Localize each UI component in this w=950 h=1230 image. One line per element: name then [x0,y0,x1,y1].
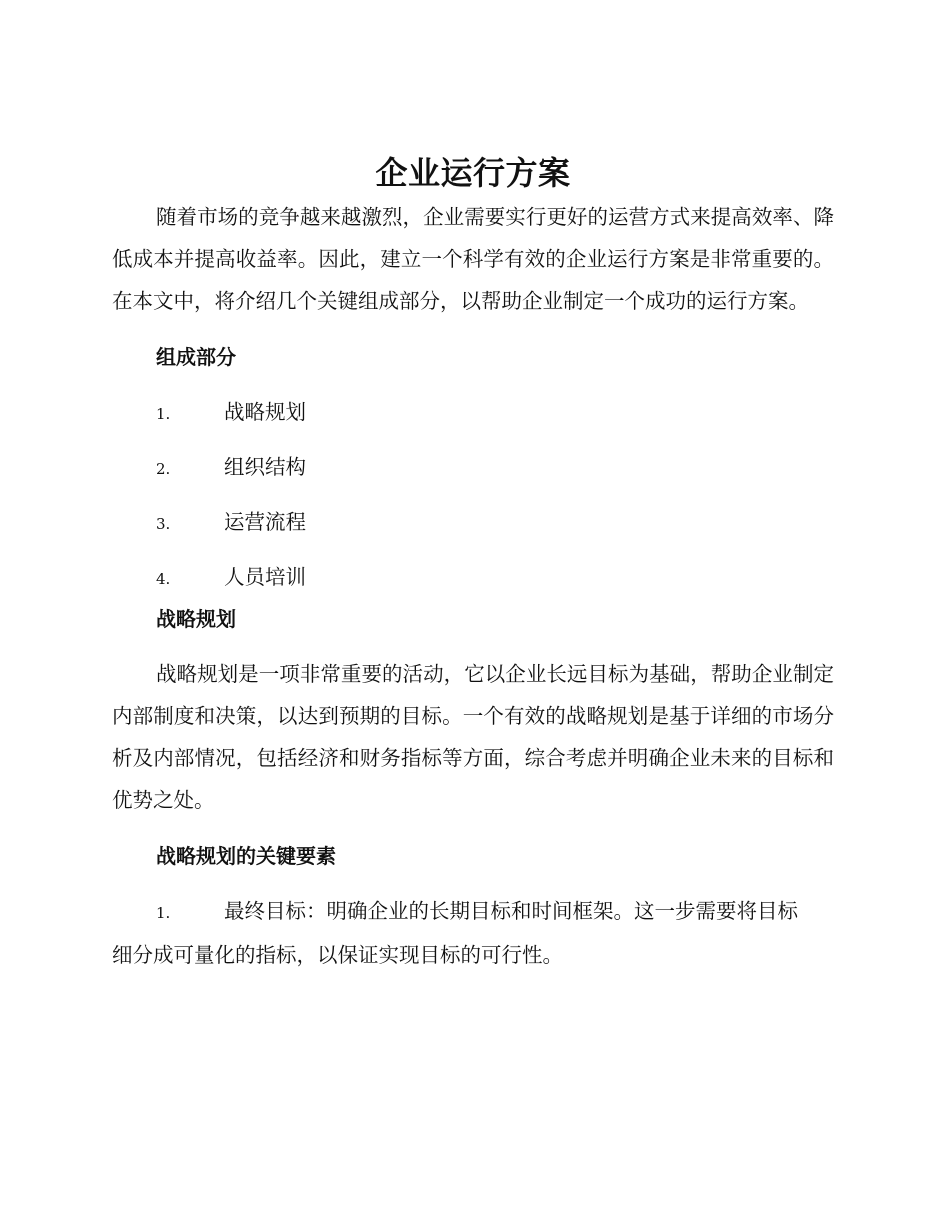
list-item-number: 2. [156,460,171,478]
list-item-text: 运营流程 [224,510,306,534]
list-item-number: 1. [156,904,171,922]
list-item-text: 人员培训 [224,565,306,589]
list-item-text: 组织结构 [224,455,306,479]
intro-paragraph: 随着市场的竞争越来越激烈，企业需要实行更好的运营方式来提高效率、降低成本并提高收益率。因此，建立一个科学有效的企业运行方案是非常重要的。在本文中，将介绍几个关键组成部分，以帮助企业制定一个成功的运行方案。 [112,205,834,313]
strategy-heading: 战略规划 [156,607,236,631]
list-item-text-line1: 最终目标：明确企业的长期目标和时间框架。这一步需要将目标 [224,899,798,923]
strategy-paragraph: 战略规划是一项非常重要的活动，它以企业长远目标为基础，帮助企业制定内部制度和决策，以达到预期的目标。一个有效的战略规划是基于详细的市场分析及内部情况，包括经济和财务指标等方面，综合考虑并明确企业未来的目标和优势之处。 [112,662,834,812]
components-heading: 组成部分 [156,345,236,369]
key-elements-heading: 战略规划的关键要素 [156,844,336,868]
list-item [112,501,834,556]
key-elements-list [112,890,834,976]
document-title: 企业运行方案 [375,154,571,192]
list-item-text: 战略规划 [224,400,306,424]
list-item-number: 3. [156,515,171,533]
components-list [112,391,834,611]
list-item [112,890,834,976]
list-item [112,446,834,501]
list-item-number: 4. [156,570,171,588]
list-item-text-line2: 细分成可量化的指标，以保证实现目标的可行性。 [112,943,563,967]
list-item-number: 1. [156,405,171,423]
list-item [112,391,834,446]
document-body [112,150,834,976]
